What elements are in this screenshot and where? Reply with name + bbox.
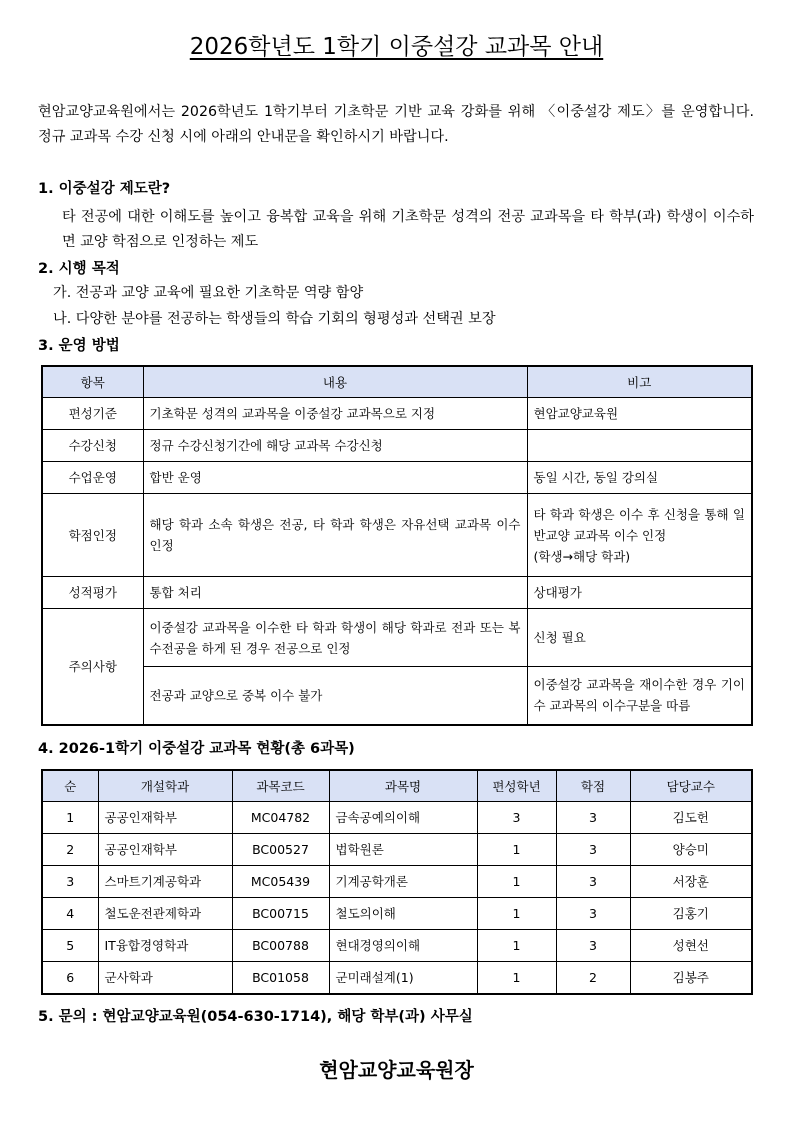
signature: 현암교양교육원장 — [319, 1058, 474, 1082]
header-content: 내용 — [143, 366, 527, 398]
table-row — [42, 494, 752, 577]
operation-table-header — [42, 366, 752, 398]
course-table — [41, 769, 753, 995]
cell-code: MC04782 — [232, 802, 329, 834]
cell-name: 기계공학개론 — [329, 866, 477, 898]
header-note: 비고 — [527, 366, 752, 398]
row-note: 신청 필요 — [527, 609, 752, 667]
section-1-heading: 1. 이중설강 제도란? — [38, 181, 171, 197]
row-note — [527, 430, 752, 462]
cell-year: 1 — [477, 930, 556, 962]
cell-prof: 김봉주 — [630, 962, 752, 994]
cell-no: 3 — [42, 866, 98, 898]
cell-no: 1 — [42, 802, 98, 834]
cell-prof: 서장훈 — [630, 866, 752, 898]
cell-prof: 성현선 — [630, 930, 752, 962]
cell-prof: 양승미 — [630, 834, 752, 866]
cell-name: 군미래설계(1) — [329, 962, 477, 994]
section-2-item-2: 나. 다양한 분야를 전공하는 학생들의 학습 기회의 형평성과 선택권 보장 — [53, 311, 496, 327]
row-content: 해당 학과 소속 학생은 전공, 타 학과 학생은 자유선택 교과목 이수 인정 — [143, 494, 527, 577]
table-row — [42, 577, 752, 609]
cell-dept: 스마트기계공학과 — [98, 866, 232, 898]
table-row — [42, 802, 752, 834]
cell-credit: 3 — [556, 898, 630, 930]
cell-name: 금속공예의이해 — [329, 802, 477, 834]
cell-code: BC01058 — [232, 962, 329, 994]
cell-dept: IT융합경영학과 — [98, 930, 232, 962]
table-row — [42, 462, 752, 494]
cell-year: 3 — [477, 802, 556, 834]
cell-dept: 군사학과 — [98, 962, 232, 994]
row-item: 주의사항 — [42, 609, 143, 725]
cell-credit: 3 — [556, 930, 630, 962]
row-content: 기초학문 성격의 교과목을 이중설강 교과목으로 지정 — [143, 398, 527, 430]
section-3-heading: 3. 운영 방법 — [38, 338, 120, 354]
page-title — [0, 30, 793, 64]
cell-year: 1 — [477, 962, 556, 994]
cell-year: 1 — [477, 898, 556, 930]
cell-no: 4 — [42, 898, 98, 930]
contact-info: 5. 문의 : 현암교양교육원(054-630-1714), 해당 학부(과) 사무실 — [38, 1009, 473, 1025]
table-row — [42, 430, 752, 462]
section-1-body: 타 전공에 대한 이해도를 높이고 융복합 교육을 위해 기초학문 성격의 전공 교과목을 타 학부(과) 학생이 이수하면 교양 학점으로 인정하는 제도 — [62, 209, 754, 250]
row-content: 이중설강 교과목을 이수한 타 학과 학생이 해당 학과로 전과 또는 복수전공을 하게 된 경우 전공으로 인정 — [143, 609, 527, 667]
cell-name: 법학원론 — [329, 834, 477, 866]
header-prof: 담당교수 — [630, 770, 752, 802]
table-row — [42, 609, 752, 667]
cell-prof: 김홍기 — [630, 898, 752, 930]
row-note: 현암교양교육원 — [527, 398, 752, 430]
header-no: 순 — [42, 770, 98, 802]
cell-code: BC00527 — [232, 834, 329, 866]
header-dept: 개설학과 — [98, 770, 232, 802]
cell-name: 현대경영의이해 — [329, 930, 477, 962]
row-note: 상대평가 — [527, 577, 752, 609]
row-note-extra: (학생→해당 학과) — [533, 548, 631, 564]
cell-name: 철도의이해 — [329, 898, 477, 930]
operation-table — [41, 365, 753, 726]
cell-dept: 공공인재학부 — [98, 802, 232, 834]
section-2-item-1: 가. 전공과 교양 교육에 필요한 기초학문 역량 함양 — [53, 285, 364, 301]
header-credit: 학점 — [556, 770, 630, 802]
cell-year: 1 — [477, 866, 556, 898]
header-code: 과목코드 — [232, 770, 329, 802]
row-item: 수강신청 — [42, 430, 143, 462]
cell-prof: 김도헌 — [630, 802, 752, 834]
page-title-text: 2026학년도 1학기 이중설강 교과목 안내 — [189, 34, 604, 60]
section-4-heading: 4. 2026-1학기 이중설강 교과목 현황(총 6과목) — [38, 741, 355, 757]
row-note-text: 타 학과 학생은 이수 후 신청을 통해 일반교양 교과목 이수 인정 — [533, 506, 745, 543]
cell-credit: 2 — [556, 962, 630, 994]
header-name: 과목명 — [329, 770, 477, 802]
row-item: 수업운영 — [42, 462, 143, 494]
section-2-heading: 2. 시행 목적 — [38, 261, 120, 277]
cell-dept: 공공인재학부 — [98, 834, 232, 866]
cell-code: BC00788 — [232, 930, 329, 962]
table-row — [42, 667, 752, 725]
header-year: 편성학년 — [477, 770, 556, 802]
row-item: 성적평가 — [42, 577, 143, 609]
row-content: 통합 처리 — [143, 577, 527, 609]
row-note: 이중설강 교과목을 재이수한 경우 기이수 교과목의 이수구분을 따름 — [527, 667, 752, 725]
table-row — [42, 930, 752, 962]
cell-credit: 3 — [556, 866, 630, 898]
cell-code: BC00715 — [232, 898, 329, 930]
table-row — [42, 962, 752, 994]
table-row — [42, 398, 752, 430]
row-note — [527, 494, 752, 577]
table-row — [42, 866, 752, 898]
cell-no: 2 — [42, 834, 98, 866]
header-item: 항목 — [42, 366, 143, 398]
row-note: 동일 시간, 동일 강의실 — [527, 462, 752, 494]
cell-year: 1 — [477, 834, 556, 866]
row-content: 전공과 교양으로 중복 이수 불가 — [143, 667, 527, 725]
row-item: 편성기준 — [42, 398, 143, 430]
table-row — [42, 898, 752, 930]
cell-no: 6 — [42, 962, 98, 994]
intro-paragraph: 현암교양교육원에서는 2026학년도 1학기부터 기초학문 기반 교육 강화를 위해 〈이중설강 제도〉를 운영합니다. 정규 교과목 수강 신청 시에 아래의 안내문을 확인하시기 바랍니다. — [38, 104, 754, 145]
cell-credit: 3 — [556, 834, 630, 866]
cell-dept: 철도운전관제학과 — [98, 898, 232, 930]
cell-no: 5 — [42, 930, 98, 962]
cell-code: MC05439 — [232, 866, 329, 898]
row-content: 정규 수강신청기간에 해당 교과목 수강신청 — [143, 430, 527, 462]
cell-credit: 3 — [556, 802, 630, 834]
course-table-header — [42, 770, 752, 802]
row-item: 학점인정 — [42, 494, 143, 577]
row-content: 합반 운영 — [143, 462, 527, 494]
table-row — [42, 834, 752, 866]
